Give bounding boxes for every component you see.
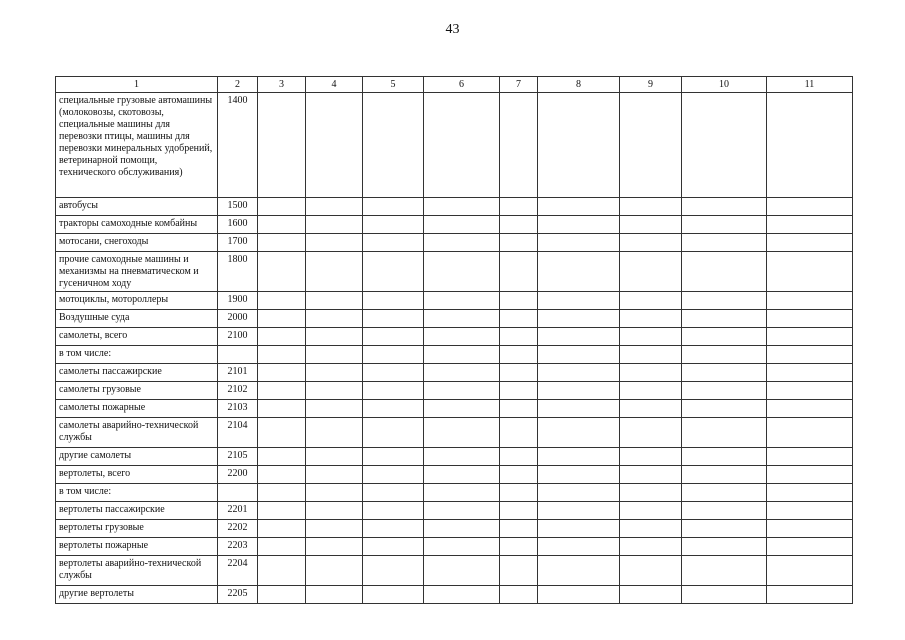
data-cell-col-9[interactable]: [620, 292, 682, 310]
data-cell-col-7[interactable]: [500, 502, 538, 520]
header-row: [56, 77, 853, 93]
data-cell-col-10[interactable]: [682, 466, 767, 484]
data-cell-col-9[interactable]: [620, 198, 682, 216]
data-cell-col-5[interactable]: [363, 252, 424, 292]
data-cell-col-7[interactable]: [500, 400, 538, 418]
data-cell-col-10[interactable]: [682, 234, 767, 252]
row-code: 1400: [218, 93, 258, 198]
data-cell-col-9[interactable]: [620, 382, 682, 400]
data-cell-col-11[interactable]: [767, 216, 853, 234]
column-header: 8: [538, 77, 620, 93]
data-cell-col-11[interactable]: [767, 448, 853, 466]
row-label: мотосани, снегоходы: [56, 234, 218, 252]
row-code: 2205: [218, 586, 258, 604]
data-cell-col-3[interactable]: [258, 310, 306, 328]
data-cell-col-4[interactable]: [306, 310, 363, 328]
data-cell-col-10[interactable]: [682, 502, 767, 520]
data-cell-col-4[interactable]: [306, 520, 363, 538]
data-cell-col-5[interactable]: [363, 484, 424, 502]
table-row: [56, 502, 853, 520]
data-cell-col-5[interactable]: [363, 400, 424, 418]
data-cell-col-4[interactable]: [306, 382, 363, 400]
data-cell-col-6[interactable]: [424, 556, 500, 586]
data-cell-col-4[interactable]: [306, 448, 363, 466]
row-label: самолеты, всего: [56, 328, 218, 346]
data-cell-col-4[interactable]: [306, 484, 363, 502]
data-cell-col-7[interactable]: [500, 382, 538, 400]
row-code: 2103: [218, 400, 258, 418]
data-cell-col-11[interactable]: [767, 502, 853, 520]
row-code: 1500: [218, 198, 258, 216]
data-cell-col-9[interactable]: [620, 328, 682, 346]
row-label: прочие самоходные машины и механизмы на пневматическом и гусеничном ходу: [56, 252, 218, 292]
data-cell-col-9[interactable]: [620, 466, 682, 484]
row-label: вертолеты, всего: [56, 466, 218, 484]
data-cell-col-9[interactable]: [620, 310, 682, 328]
table-row: [56, 198, 853, 216]
data-cell-col-8[interactable]: [538, 520, 620, 538]
data-cell-col-11[interactable]: [767, 93, 853, 198]
data-cell-col-8[interactable]: [538, 310, 620, 328]
row-code: 1900: [218, 292, 258, 310]
data-cell-col-8[interactable]: [538, 382, 620, 400]
data-cell-col-10[interactable]: [682, 364, 767, 382]
data-cell-col-9[interactable]: [620, 520, 682, 538]
data-cell-col-8[interactable]: [538, 93, 620, 198]
data-cell-col-10[interactable]: [682, 292, 767, 310]
row-label: другие вертолеты: [56, 586, 218, 604]
data-cell-col-8[interactable]: [538, 448, 620, 466]
data-cell-col-9[interactable]: [620, 346, 682, 364]
data-cell-col-9[interactable]: [620, 234, 682, 252]
data-cell-col-5[interactable]: [363, 198, 424, 216]
data-cell-col-3[interactable]: [258, 346, 306, 364]
data-cell-col-4[interactable]: [306, 93, 363, 198]
row-code: [218, 484, 258, 502]
data-cell-col-3[interactable]: [258, 586, 306, 604]
data-cell-col-6[interactable]: [424, 252, 500, 292]
table-body: [56, 93, 853, 604]
row-code: 2105: [218, 448, 258, 466]
data-cell-col-10[interactable]: [682, 484, 767, 502]
data-cell-col-3[interactable]: [258, 448, 306, 466]
table-row: [56, 466, 853, 484]
data-cell-col-7[interactable]: [500, 252, 538, 292]
data-cell-col-11[interactable]: [767, 418, 853, 448]
page-number: 43: [445, 22, 460, 37]
data-cell-col-4[interactable]: [306, 216, 363, 234]
row-code: 2201: [218, 502, 258, 520]
table-row: [56, 292, 853, 310]
data-cell-col-3[interactable]: [258, 382, 306, 400]
data-cell-col-7[interactable]: [500, 520, 538, 538]
data-cell-col-7[interactable]: [500, 198, 538, 216]
data-cell-col-6[interactable]: [424, 538, 500, 556]
data-cell-col-6[interactable]: [424, 448, 500, 466]
data-cell-col-4[interactable]: [306, 234, 363, 252]
data-cell-col-3[interactable]: [258, 93, 306, 198]
data-cell-col-6[interactable]: [424, 292, 500, 310]
data-cell-col-8[interactable]: [538, 502, 620, 520]
data-cell-col-8[interactable]: [538, 252, 620, 292]
row-label: самолеты аварийно-технической службы: [56, 418, 218, 448]
column-header: 9: [620, 77, 682, 93]
data-cell-col-11[interactable]: [767, 198, 853, 216]
column-header: 2: [218, 77, 258, 93]
data-cell-col-5[interactable]: [363, 448, 424, 466]
data-cell-col-6[interactable]: [424, 216, 500, 234]
data-cell-col-7[interactable]: [500, 556, 538, 586]
data-cell-col-5[interactable]: [363, 364, 424, 382]
data-cell-col-8[interactable]: [538, 198, 620, 216]
data-cell-col-5[interactable]: [363, 502, 424, 520]
table-row: [56, 252, 853, 292]
row-code: 2000: [218, 310, 258, 328]
data-cell-col-10[interactable]: [682, 382, 767, 400]
table-row: [56, 382, 853, 400]
form-table: [55, 76, 853, 604]
data-cell-col-6[interactable]: [424, 586, 500, 604]
data-cell-col-3[interactable]: [258, 292, 306, 310]
data-cell-col-7[interactable]: [500, 346, 538, 364]
data-cell-col-8[interactable]: [538, 556, 620, 586]
row-code: 1700: [218, 234, 258, 252]
data-cell-col-8[interactable]: [538, 292, 620, 310]
row-label: самолеты пожарные: [56, 400, 218, 418]
table-row: [56, 364, 853, 382]
data-cell-col-11[interactable]: [767, 310, 853, 328]
data-cell-col-3[interactable]: [258, 502, 306, 520]
row-label: мотоциклы, мотороллеры: [56, 292, 218, 310]
data-cell-col-5[interactable]: [363, 346, 424, 364]
data-cell-col-6[interactable]: [424, 502, 500, 520]
row-label: автобусы: [56, 198, 218, 216]
data-cell-col-10[interactable]: [682, 198, 767, 216]
data-cell-col-8[interactable]: [538, 234, 620, 252]
data-cell-col-9[interactable]: [620, 538, 682, 556]
data-cell-col-6[interactable]: [424, 382, 500, 400]
data-cell-col-9[interactable]: [620, 252, 682, 292]
table-row: [56, 234, 853, 252]
data-cell-col-3[interactable]: [258, 400, 306, 418]
data-cell-col-4[interactable]: [306, 502, 363, 520]
data-cell-col-7[interactable]: [500, 310, 538, 328]
data-cell-col-6[interactable]: [424, 93, 500, 198]
data-cell-col-11[interactable]: [767, 538, 853, 556]
data-cell-col-7[interactable]: [500, 448, 538, 466]
data-cell-col-3[interactable]: [258, 484, 306, 502]
data-cell-col-6[interactable]: [424, 310, 500, 328]
data-cell-col-11[interactable]: [767, 346, 853, 364]
table-row: [56, 93, 853, 198]
data-cell-col-9[interactable]: [620, 400, 682, 418]
row-label: специальные грузовые автомашины (молоковозы, скотовозы, специальные машины для перевозки птицы, машины для перевозки минеральных удобрений, ветеринарной помощи, технического обслуживания): [56, 93, 218, 198]
data-cell-col-8[interactable]: [538, 418, 620, 448]
data-cell-col-7[interactable]: [500, 234, 538, 252]
data-cell-col-7[interactable]: [500, 292, 538, 310]
data-cell-col-5[interactable]: [363, 382, 424, 400]
row-label: вертолеты пожарные: [56, 538, 218, 556]
data-cell-col-11[interactable]: [767, 400, 853, 418]
data-cell-col-8[interactable]: [538, 328, 620, 346]
table-row: [56, 216, 853, 234]
data-cell-col-8[interactable]: [538, 346, 620, 364]
row-label: Воздушные суда: [56, 310, 218, 328]
data-cell-col-9[interactable]: [620, 418, 682, 448]
row-code: 1600: [218, 216, 258, 234]
data-cell-col-10[interactable]: [682, 328, 767, 346]
data-cell-col-6[interactable]: [424, 346, 500, 364]
data-cell-col-5[interactable]: [363, 93, 424, 198]
data-cell-col-7[interactable]: [500, 484, 538, 502]
data-cell-col-10[interactable]: [682, 93, 767, 198]
row-code: 1800: [218, 252, 258, 292]
row-label: другие самолеты: [56, 448, 218, 466]
table-row: [56, 520, 853, 538]
data-cell-col-10[interactable]: [682, 346, 767, 364]
data-cell-col-5[interactable]: [363, 310, 424, 328]
row-code: 2101: [218, 364, 258, 382]
data-cell-col-10[interactable]: [682, 310, 767, 328]
data-cell-col-10[interactable]: [682, 586, 767, 604]
row-code: 2202: [218, 520, 258, 538]
data-cell-col-4[interactable]: [306, 586, 363, 604]
row-label: самолеты грузовые: [56, 382, 218, 400]
table-row: [56, 346, 853, 364]
data-cell-col-9[interactable]: [620, 484, 682, 502]
data-cell-col-10[interactable]: [682, 252, 767, 292]
row-label: вертолеты грузовые: [56, 520, 218, 538]
row-code: 2203: [218, 538, 258, 556]
table-row: [56, 310, 853, 328]
data-cell-col-8[interactable]: [538, 400, 620, 418]
column-header: 6: [424, 77, 500, 93]
data-cell-col-3[interactable]: [258, 364, 306, 382]
data-cell-col-7[interactable]: [500, 216, 538, 234]
data-cell-col-9[interactable]: [620, 448, 682, 466]
data-cell-col-11[interactable]: [767, 484, 853, 502]
data-cell-col-5[interactable]: [363, 466, 424, 484]
data-cell-col-11[interactable]: [767, 328, 853, 346]
data-cell-col-10[interactable]: [682, 538, 767, 556]
data-cell-col-3[interactable]: [258, 538, 306, 556]
data-cell-col-5[interactable]: [363, 328, 424, 346]
data-cell-col-3[interactable]: [258, 234, 306, 252]
column-header: 5: [363, 77, 424, 93]
data-cell-col-6[interactable]: [424, 400, 500, 418]
data-cell-col-5[interactable]: [363, 292, 424, 310]
data-cell-col-11[interactable]: [767, 556, 853, 586]
column-header: 4: [306, 77, 363, 93]
data-cell-col-7[interactable]: [500, 93, 538, 198]
data-cell-col-5[interactable]: [363, 556, 424, 586]
table-row: [56, 484, 853, 502]
data-cell-col-8[interactable]: [538, 586, 620, 604]
data-cell-col-10[interactable]: [682, 556, 767, 586]
table-row: [56, 538, 853, 556]
data-cell-col-8[interactable]: [538, 466, 620, 484]
data-cell-col-3[interactable]: [258, 520, 306, 538]
data-cell-col-4[interactable]: [306, 538, 363, 556]
data-cell-col-4[interactable]: [306, 292, 363, 310]
row-code: 2100: [218, 328, 258, 346]
data-cell-col-7[interactable]: [500, 364, 538, 382]
table-row: [56, 448, 853, 466]
data-cell-col-5[interactable]: [363, 216, 424, 234]
row-code: 2102: [218, 382, 258, 400]
data-cell-col-5[interactable]: [363, 234, 424, 252]
column-header: 10: [682, 77, 767, 93]
data-cell-col-11[interactable]: [767, 520, 853, 538]
data-cell-col-7[interactable]: [500, 538, 538, 556]
data-cell-col-9[interactable]: [620, 556, 682, 586]
data-cell-col-4[interactable]: [306, 328, 363, 346]
data-cell-col-6[interactable]: [424, 466, 500, 484]
data-cell-col-4[interactable]: [306, 252, 363, 292]
data-cell-col-3[interactable]: [258, 216, 306, 234]
data-cell-col-4[interactable]: [306, 346, 363, 364]
data-cell-col-9[interactable]: [620, 586, 682, 604]
data-cell-col-4[interactable]: [306, 400, 363, 418]
data-cell-col-3[interactable]: [258, 198, 306, 216]
data-cell-col-8[interactable]: [538, 216, 620, 234]
data-cell-col-6[interactable]: [424, 520, 500, 538]
data-cell-col-11[interactable]: [767, 382, 853, 400]
data-cell-col-5[interactable]: [363, 586, 424, 604]
row-label: вертолеты аварийно-технической службы: [56, 556, 218, 586]
data-cell-col-4[interactable]: [306, 556, 363, 586]
table-row: [56, 418, 853, 448]
data-cell-col-9[interactable]: [620, 216, 682, 234]
data-cell-col-11[interactable]: [767, 364, 853, 382]
data-cell-col-7[interactable]: [500, 586, 538, 604]
data-cell-col-7[interactable]: [500, 328, 538, 346]
data-cell-col-3[interactable]: [258, 328, 306, 346]
data-cell-col-6[interactable]: [424, 198, 500, 216]
row-code: [218, 346, 258, 364]
data-cell-col-7[interactable]: [500, 466, 538, 484]
table-row: [56, 328, 853, 346]
data-cell-col-10[interactable]: [682, 448, 767, 466]
data-cell-col-6[interactable]: [424, 328, 500, 346]
data-cell-col-7[interactable]: [500, 418, 538, 448]
row-label: в том числе:: [56, 346, 218, 364]
row-label: в том числе:: [56, 484, 218, 502]
column-header: 1: [56, 77, 218, 93]
data-cell-col-10[interactable]: [682, 216, 767, 234]
row-label: вертолеты пассажирские: [56, 502, 218, 520]
data-cell-col-10[interactable]: [682, 400, 767, 418]
row-label: тракторы самоходные комбайны: [56, 216, 218, 234]
data-cell-col-3[interactable]: [258, 466, 306, 484]
data-cell-col-4[interactable]: [306, 418, 363, 448]
data-cell-col-5[interactable]: [363, 520, 424, 538]
row-code: 2104: [218, 418, 258, 448]
data-cell-col-11[interactable]: [767, 586, 853, 604]
data-cell-col-11[interactable]: [767, 292, 853, 310]
column-header: 3: [258, 77, 306, 93]
data-cell-col-9[interactable]: [620, 364, 682, 382]
column-header: 11: [767, 77, 853, 93]
data-cell-col-3[interactable]: [258, 556, 306, 586]
data-cell-col-5[interactable]: [363, 538, 424, 556]
data-cell-col-8[interactable]: [538, 364, 620, 382]
data-cell-col-5[interactable]: [363, 418, 424, 448]
table-row: [56, 556, 853, 586]
row-code: 2204: [218, 556, 258, 586]
table-row: [56, 586, 853, 604]
data-cell-col-11[interactable]: [767, 234, 853, 252]
data-cell-col-10[interactable]: [682, 520, 767, 538]
data-cell-col-6[interactable]: [424, 364, 500, 382]
data-cell-col-6[interactable]: [424, 234, 500, 252]
data-cell-col-8[interactable]: [538, 538, 620, 556]
data-cell-col-4[interactable]: [306, 364, 363, 382]
data-cell-col-6[interactable]: [424, 484, 500, 502]
data-cell-col-11[interactable]: [767, 466, 853, 484]
data-cell-col-9[interactable]: [620, 502, 682, 520]
row-code: 2200: [218, 466, 258, 484]
column-header: 7: [500, 77, 538, 93]
row-label: самолеты пассажирские: [56, 364, 218, 382]
data-cell-col-11[interactable]: [767, 252, 853, 292]
data-cell-col-6[interactable]: [424, 418, 500, 448]
data-cell-col-4[interactable]: [306, 466, 363, 484]
data-cell-col-10[interactable]: [682, 418, 767, 448]
data-cell-col-8[interactable]: [538, 484, 620, 502]
data-cell-col-4[interactable]: [306, 198, 363, 216]
data-cell-col-3[interactable]: [258, 252, 306, 292]
table-row: [56, 400, 853, 418]
data-cell-col-9[interactable]: [620, 93, 682, 198]
data-cell-col-3[interactable]: [258, 418, 306, 448]
